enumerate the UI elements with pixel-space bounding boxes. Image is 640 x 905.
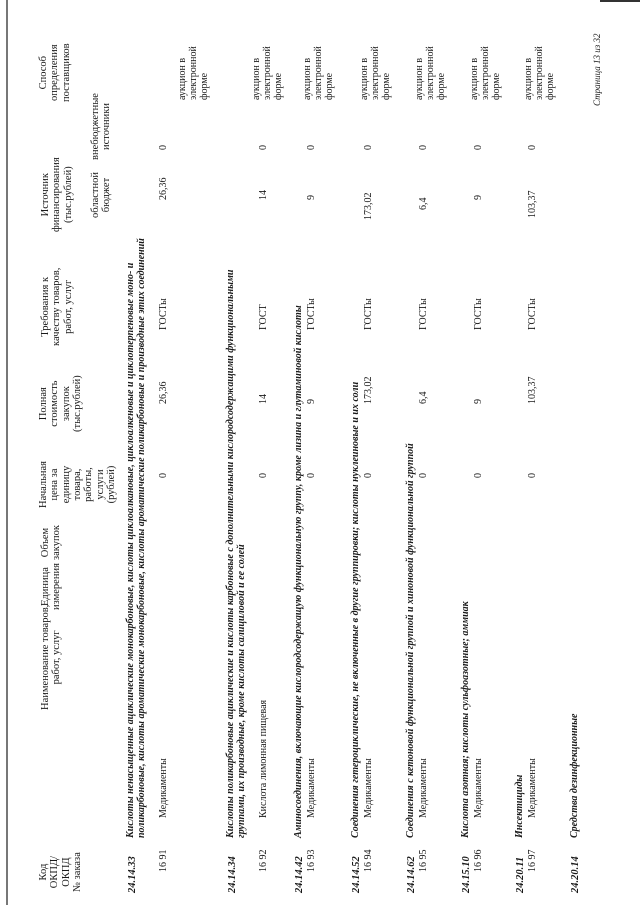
header-unit: Единица измерения [40, 563, 63, 610]
section-code: 24.14.42 [294, 856, 305, 893]
section-code: 24.14.33 [127, 856, 138, 893]
row-regional: 9 [306, 195, 317, 200]
row-regional: 14 [258, 190, 269, 200]
section-code: 24.14.52 [351, 856, 362, 893]
section-code: 24.15.10 [461, 856, 472, 893]
row-extra: 0 [306, 145, 317, 150]
row-number: 16 92 [258, 849, 269, 872]
section-title: Средства дезинфекционные [569, 713, 580, 838]
row-regional: 103,37 [527, 190, 538, 218]
header-volume: Объем закупок [40, 525, 63, 560]
row-name: Медикаменты [363, 758, 374, 818]
row-requirements: ГОСТы [158, 298, 169, 330]
section-title: Кислоты поликарбоновые ациклические и кислоты карбоновые с дополнительными кислородсодержащими функциональными группами, их производные, кроме кислоты салициловой и ее солей [225, 269, 247, 838]
row-extra: 0 [258, 145, 269, 150]
section-title: Соединения гетероциклические, не включенные в другие группировки; кислоты нуклеиновые и их соли [350, 381, 361, 838]
header-requirements: Требования к качеству товаров, работ, услуг [40, 267, 74, 346]
row-method: аукцион в электронной форме [251, 46, 284, 100]
section-code: 24.14.62 [406, 856, 417, 893]
row-total: 9 [473, 399, 484, 404]
section-title: Инсектициды [514, 774, 525, 838]
row-price: 0 [527, 473, 538, 478]
row-number: 16 95 [418, 849, 429, 872]
header-code: Код ОКПД/ ОКПД № заказа [38, 852, 83, 892]
section-code: 24.20.11 [515, 856, 526, 893]
section-code: 24.20.14 [570, 856, 581, 893]
row-extra: 0 [158, 145, 169, 150]
row-total: 14 [258, 394, 269, 404]
header-price: Начальная цена за единицу товара, работы, услуги (рублей) [38, 461, 117, 508]
row-method: аукцион в электронной форме [414, 46, 447, 100]
row-regional: 9 [473, 195, 484, 200]
row-method: аукцион в электронной форме [177, 46, 210, 100]
section-code: 24.14.34 [227, 856, 238, 893]
section-title: Соединения с кетоновой функциональной группой и хиноновой функциональной группой [405, 443, 416, 838]
row-extra: 0 [527, 145, 538, 150]
row-number: 16 97 [527, 849, 538, 872]
row-price: 0 [363, 473, 374, 478]
row-requirements: ГОСТы [418, 298, 429, 330]
section-title: Аминосоединения, включающие кислородсодержащую функциональную группу, кроме лизина и глутаминовой кислоты [293, 305, 304, 838]
row-extra: 0 [473, 145, 484, 150]
header-funding-extra: внебюджетные источники [90, 93, 113, 160]
row-total: 103,37 [527, 376, 538, 404]
row-method: аукцион в электронной форме [359, 46, 392, 100]
row-number: 16 94 [363, 849, 374, 872]
row-extra: 0 [418, 145, 429, 150]
row-requirements: ГОСТы [527, 298, 538, 330]
header-funding: Источник финансирования (тыс.рублей) [40, 157, 74, 232]
header-name: Наименование товаров, работ, услуг [40, 604, 63, 710]
row-number: 16 91 [158, 849, 169, 872]
row-regional: 173,02 [363, 192, 374, 220]
row-name: Медикаменты [306, 758, 317, 818]
row-regional: 6,4 [418, 197, 429, 210]
row-name: Медикаменты [473, 758, 484, 818]
row-requirements: ГОСТ [258, 304, 269, 330]
row-total: 9 [306, 399, 317, 404]
row-method: аукцион в электронной форме [523, 46, 556, 100]
row-name: Кислота лимонная пищевая [258, 699, 269, 818]
row-requirements: ГОСТы [473, 298, 484, 330]
row-total: 173,02 [363, 376, 374, 404]
scan-edge [6, 0, 8, 905]
row-name: Медикаменты [418, 758, 429, 818]
row-number: 16 96 [473, 849, 484, 872]
row-price: 0 [158, 473, 169, 478]
page-number: Страница 13 из 32 [592, 33, 602, 106]
scan-edge-top [600, 0, 640, 2]
row-total: 6,4 [418, 391, 429, 404]
row-total: 26,36 [158, 381, 169, 404]
row-requirements: ГОСТы [363, 298, 374, 330]
row-number: 16 93 [306, 849, 317, 872]
row-requirements: ГОСТы [306, 298, 317, 330]
row-name: Медикаменты [158, 758, 169, 818]
section-title: Кислоты ненасыщенные ациклические монокарбоновые, кислоты циклоалкановые, циклоалкеновые и циклотерпеновые моно- и поликарбоновые, кислоты ароматические монокарбоновые, кислоты ароматические поликарбоновые и производные этих соединений [125, 238, 147, 838]
row-method: аукцион в электронной форме [469, 46, 502, 100]
row-name: Медикаменты [527, 758, 538, 818]
header-funding-regional: областной бюджет [90, 172, 113, 218]
row-method: аукцион в электронной форме [302, 46, 335, 100]
row-price: 0 [306, 473, 317, 478]
header-method: Способ определения поставщиков [38, 43, 72, 102]
row-extra: 0 [363, 145, 374, 150]
row-price: 0 [258, 473, 269, 478]
row-price: 0 [418, 473, 429, 478]
section-title: Кислота азотная; кислоты сульфоазотные; аммиак [460, 601, 471, 838]
row-price: 0 [473, 473, 484, 478]
header-total: Полная стоимость закупок (тыс.рублей) [38, 375, 83, 432]
row-regional: 26,36 [158, 177, 169, 200]
